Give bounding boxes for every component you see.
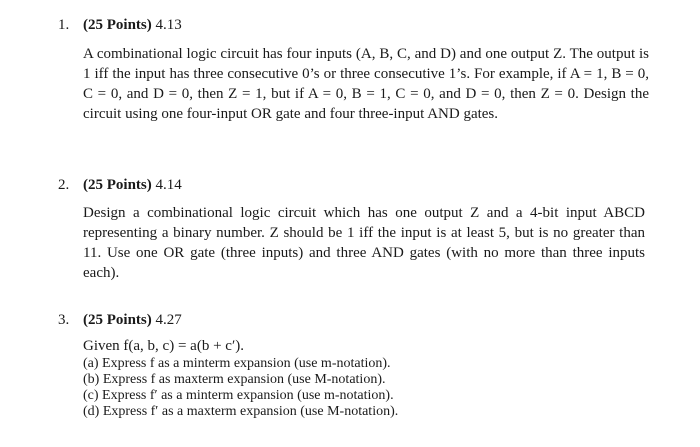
problem-ref: 4.13 bbox=[155, 17, 182, 33]
problem-points: (25 Points) bbox=[83, 17, 152, 33]
problem-header bbox=[83, 177, 182, 194]
problem-body bbox=[83, 336, 643, 420]
problem-number: 3. bbox=[58, 312, 70, 328]
problem-number: 1. bbox=[58, 17, 70, 33]
problem-number: 2. bbox=[58, 177, 70, 193]
given-function: Given f(a, b, c) = a(b + c′). bbox=[83, 338, 244, 354]
problem-header bbox=[83, 17, 182, 34]
problem-points: (25 Points) bbox=[83, 312, 152, 328]
part-c: (c) Express f′ as a minterm expansion (use m-notation). bbox=[83, 388, 394, 403]
part-a: (a) Express f as a minterm expansion (use m-notation). bbox=[83, 356, 391, 371]
problem-ref: 4.27 bbox=[155, 312, 182, 328]
problem-text: A combinational logic circuit has four inputs (A, B, C, and D) and one output Z. The output is 1 iff the input has three consecutive 0’s or three consecutive 1’s. For example, if A = 1, B = 0, C = 0, and D = 0, then Z = 1, but if A = 0, B = 1, C = 0, and D = 0, then Z = 0. Design the circuit using one four-input OR gate and four three-input AND gates. bbox=[83, 46, 649, 122]
problem-header bbox=[83, 312, 182, 329]
part-b: (b) Express f as maxterm expansion (use M-notation). bbox=[83, 372, 386, 387]
problem-text: Design a combinational logic circuit which has one output Z and a 4-bit input ABCD representing a binary number. Z should be 1 iff the input is at least 5, but is no greater than 11. Use one OR gate (three inputs) and three AND gates (with no more than three inputs each). bbox=[83, 205, 645, 281]
problem-ref: 4.14 bbox=[155, 177, 182, 193]
problem-points: (25 Points) bbox=[83, 177, 152, 193]
part-d: (d) Express f′ as a maxterm expansion (use M-notation). bbox=[83, 404, 399, 419]
